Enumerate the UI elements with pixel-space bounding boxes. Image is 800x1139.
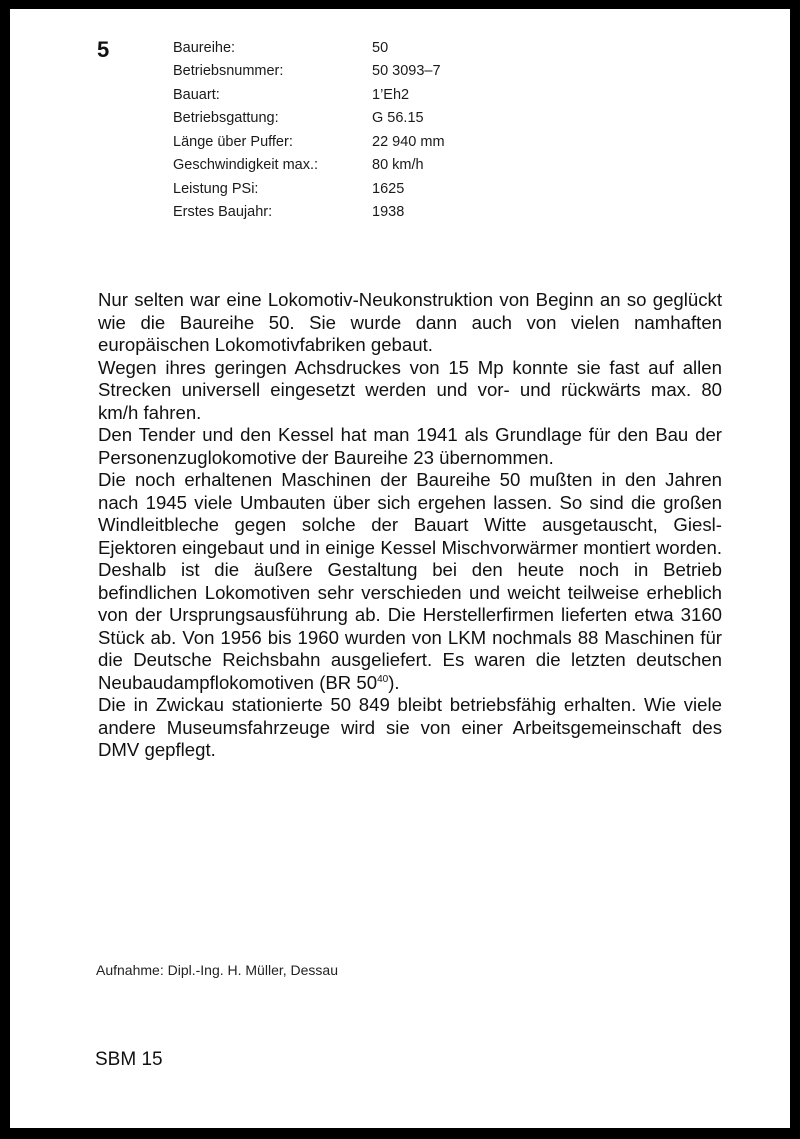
postcard-back [10, 9, 790, 1128]
paragraph-tail: ). [388, 671, 400, 693]
spec-row [173, 107, 445, 131]
spec-row [173, 154, 445, 178]
spec-value: 80 km/h [372, 157, 424, 174]
spec-table [173, 36, 445, 224]
spec-label: Betriebsgattung: [173, 110, 279, 127]
spec-label: Länge über Puffer: [173, 133, 293, 150]
spec-label: Erstes Baujahr: [173, 204, 273, 221]
paragraph: Die in Zwickau stationierte 50 849 bleibt betriebsfähig erhalten. Wie viele andere Museumsfahrzeuge wird sie von einer Arbeitsgemeinschaft des DMV gepflegt. [98, 694, 722, 760]
spec-value: 22 940 mm [372, 133, 445, 150]
spec-value: 1’Eh2 [372, 86, 410, 103]
spec-value: 50 [372, 39, 389, 56]
paragraph [98, 469, 722, 694]
description-text [98, 289, 722, 762]
spec-label: Geschwindigkeit max.: [173, 157, 319, 174]
spec-row [173, 201, 445, 225]
photo-credit: Aufnahme: Dipl.-Ing. H. Müller, Dessau [96, 962, 338, 978]
series-code: SBM 15 [95, 1049, 163, 1070]
paragraph: Den Tender und den Kessel hat man 1941 als Grundlage für den Bau der Personenzuglokomotive der Baureihe 23 übernommen. [98, 424, 722, 468]
spec-row [173, 83, 445, 107]
superscript: 40 [377, 673, 389, 685]
spec-label: Baureihe: [173, 39, 236, 56]
paragraph: Nur selten war eine Lokomotiv-Neukonstruktion von Beginn an so geglückt wie die Baureihe 50. Sie wurde dann auch von vielen namhaften europäischen Lokomotivfabriken gebaut. [98, 289, 722, 355]
spec-value: G 56.15 [372, 110, 424, 127]
spec-row [173, 36, 445, 60]
spec-value: 1625 [372, 180, 405, 197]
paragraph-text: Die noch erhaltenen Maschinen der Baureihe 50 mußten in den Jahren nach 1945 viele Umbauten über sich ergehen lassen. So sind die großen Windleitbleche gegen solche der Bauart Witte ausgetauscht, Giesl-Ejektoren eingebaut und in einige Kessel Mischvorwärmer montiert worden. Deshalb ist die äußere Gestaltung bei den heute noch in Betrieb befindlichen Lokomotiven sehr verschieden und weicht teilweise erheblich von der Ursprungsausführung ab. Die Herstellerfirmen lieferten etwa 3160 Stück ab. Von 1956 bis 1960 wurden von LKM nochmals 88 Maschinen für die Deutsche Reichsbahn ausgeliefert. Es waren die letzten deutschen Neubaudampflokomotiven (BR 50 [98, 469, 722, 693]
spec-label: Bauart: [173, 86, 220, 103]
spec-label: Betriebsnummer: [173, 63, 284, 80]
spec-value: 50 3093–7 [372, 63, 441, 80]
spec-value: 1938 [372, 204, 405, 221]
paragraph: Wegen ihres geringen Achsdruckes von 15 Mp konnte sie fast auf allen Strecken universell eingesetzt werden und vor- und rückwärts max. 80 km/h fahren. [98, 356, 722, 423]
spec-row [173, 177, 445, 201]
card-number: 5 [97, 37, 110, 62]
spec-row [173, 130, 445, 154]
spec-row [173, 60, 445, 84]
spec-label: Leistung PSi: [173, 180, 259, 197]
